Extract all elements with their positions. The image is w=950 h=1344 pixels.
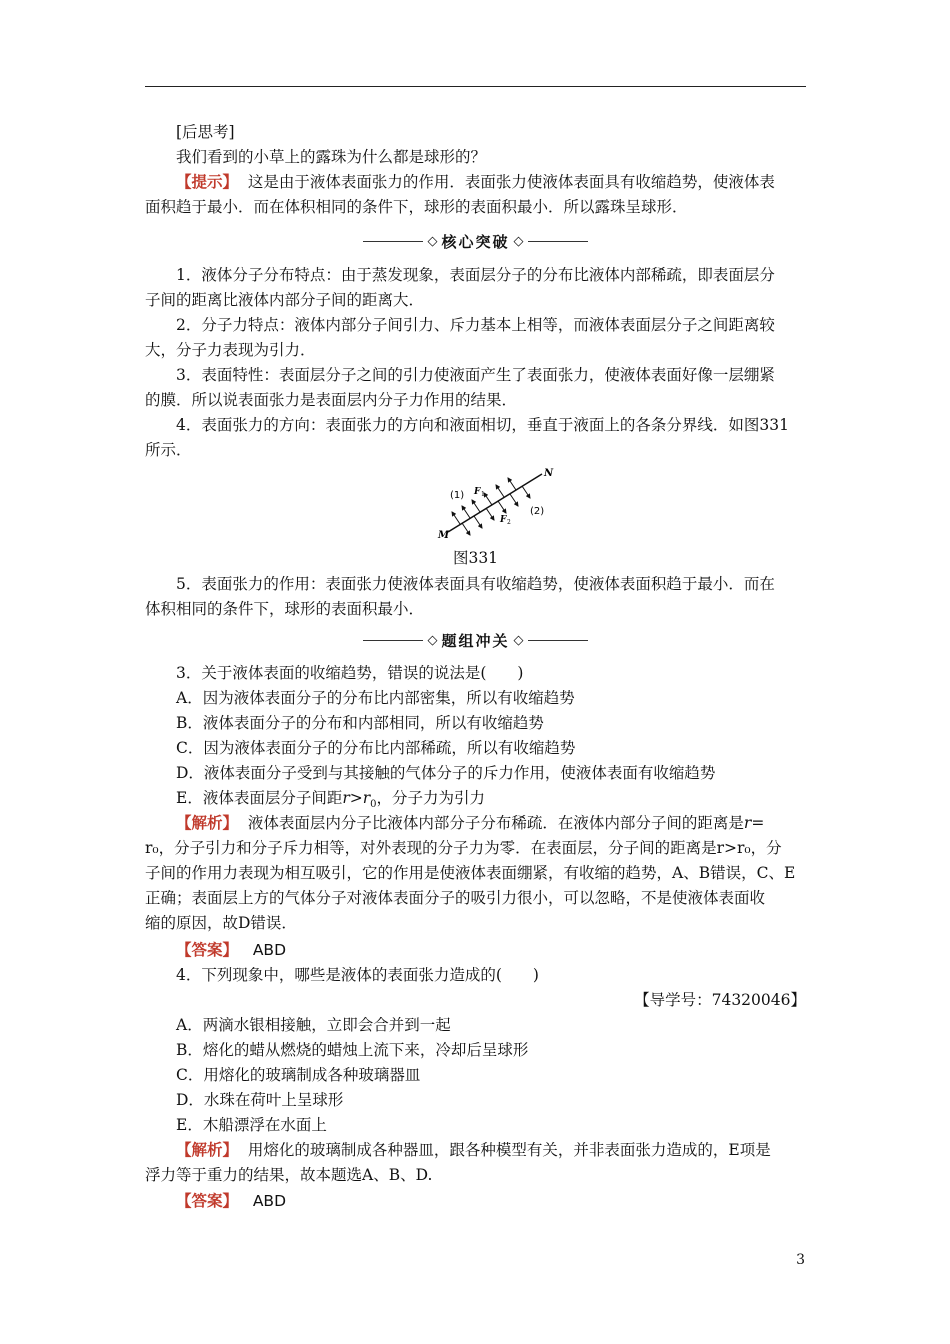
surface-tension-figure [430, 462, 560, 542]
q3-option-e-subscript: 0 [370, 799, 377, 811]
figure-caption: 图331 [452, 549, 499, 567]
houxikao-question: 我们看到的小草上的露珠为什么都是球形的？ [176, 148, 487, 166]
q3-option-c: C．因为液体表面分子的分布比内部稀疏，所以有收缩趋势 [176, 739, 576, 757]
diamond-icon: ◇ [513, 632, 524, 648]
q3-option-d: D．液体表面分子受到与其接触的气体分子的斥力作用，使液体表面有收缩趋势 [176, 764, 716, 782]
section-title: 题组冲关 [441, 631, 510, 650]
q3-explanation-math: r= [743, 814, 765, 832]
section-header-core [145, 229, 806, 253]
q3-option-a: A．因为液体表面分子的分布比内部密集，所以有收缩趋势 [176, 689, 575, 707]
explanation-tag: 【 解析 】 [176, 1140, 238, 1159]
q3-explanation-line4: 正确；表面层上方的气体分子对液体表面分子的吸引力很小，可以忽略，不是使液体表面收 [145, 889, 766, 907]
hint-text-line1: 这是由于液体表面张力的作用．表面张力使液体表面具有收缩趋势，使液体表 [247, 173, 775, 191]
point-3-line2: 的膜．所以说表面张力是表面层内分子力作用的结果． [145, 391, 518, 409]
q4-explanation-line1 [145, 1138, 806, 1162]
section-title: 核心突破 [441, 232, 510, 251]
region-2-label: (2) [530, 506, 545, 517]
q4-option-d: D．水珠在荷叶上呈球形 [176, 1091, 344, 1109]
answer-tag: 【 答案 】 [176, 1191, 238, 1210]
diamond-icon: ◇ [427, 233, 438, 249]
q3-option-e-math: r>r [342, 789, 371, 807]
point-2-line2: 大，分子力表现为引力． [145, 341, 316, 359]
q3-option-e-prefix: E．液体表面层分子间距 [176, 789, 343, 807]
q4-option-a: A．两滴水银相接触，立即会合并到一起 [176, 1016, 451, 1034]
houxikao-label: [后思考] [176, 123, 235, 141]
point-n-label: N [544, 468, 554, 479]
point-3-line1: 3．表面特性：表面层分子之间的引力使液面产生了表面张力，使液体表面好像一层绷紧 [176, 366, 775, 384]
q3-explanation-text: 液体表面层内分子比液体内部分子分布稀疏．在液体内部分子间的距离是 [247, 814, 744, 832]
force-f2-label: F [500, 515, 507, 525]
hint-tag: 【 提示 】 [176, 172, 238, 191]
region-1-label: (1) [450, 490, 465, 501]
diamond-icon: ◇ [427, 632, 438, 648]
point-1-line2: 子间的距离比液体内部分子间的距离大． [145, 291, 425, 309]
point-m-label: M [438, 530, 450, 541]
force-f2-subscript: 2 [507, 519, 511, 526]
q3-option-e-suffix: ，分子力为引力 [376, 789, 486, 807]
point-4-line2: 所示． [145, 441, 192, 459]
q4-option-e: E．木船漂浮在水面上 [176, 1116, 327, 1134]
q4-option-b: B．熔化的蜡从燃烧的蜡烛上流下来，冷却后呈球形 [176, 1041, 529, 1059]
q3-explanation-line1 [145, 811, 806, 835]
explanation-tag: 【 解析 】 [176, 813, 238, 832]
point-5-line2: 体积相同的条件下，球形的表面积最小． [145, 600, 425, 618]
q4-answer-value: ABD [252, 1192, 287, 1210]
point-5-line1: 5．表面张力的作用：表面张力使液体表面具有收缩趋势，使液体表面积趋于最小．而在 [176, 575, 775, 593]
point-4-line1: 4．表面张力的方向：表面张力的方向和液面相切，垂直于液面上的各条分界线．如图331 [176, 416, 789, 434]
guide-number: 【导学号：74320046】 [634, 991, 806, 1009]
q4-explanation-text: 用熔化的玻璃制成各种器皿，跟各种模型有关，并非表面张力造成的，E项是 [247, 1141, 771, 1159]
q4-option-c: C．用熔化的玻璃制成各种玻璃器皿 [176, 1066, 421, 1084]
q4-explanation-line2: 浮力等于重力的结果，故本题选A、B、D. [145, 1166, 433, 1184]
q3-explanation-line5: 缩的原因，故D错误． [145, 914, 297, 932]
q4-stem: 4．下列现象中，哪些是液体的表面张力造成的( ) [176, 966, 539, 984]
q3-answer [145, 938, 806, 962]
header-line-left [363, 241, 423, 242]
header-line-right [528, 640, 588, 641]
header-line-left [363, 640, 423, 641]
answer-tag: 【 答案 】 [176, 940, 238, 959]
force-f1-label: F [474, 487, 481, 497]
point-1-line1: 1．液体分子分布特点：由于蒸发现象，表面层分子的分布比液体内部稀疏，即表面层分 [176, 266, 775, 284]
diamond-icon: ◇ [513, 233, 524, 249]
page-number: 3 [796, 1252, 805, 1268]
force-f1-subscript: 1 [481, 491, 485, 498]
hint-paragraph [145, 170, 806, 194]
header-rule [145, 86, 806, 87]
section-header-practice [145, 628, 806, 652]
q3-answer-value: ABD [252, 941, 287, 959]
q3-stem: 3．关于液体表面的收缩趋势，错误的说法是( ) [176, 664, 524, 682]
header-line-right [528, 241, 588, 242]
q3-option-b: B．液体表面分子的分布和内部相同，所以有收缩趋势 [176, 714, 544, 732]
q4-answer [145, 1189, 806, 1213]
q3-explanation-line3: 子间的作用力表现为相互吸引，它的作用是使液体表面绷紧，有收缩的趋势，A、B错误，C、E [145, 864, 796, 882]
hint-text-line2: 面积趋于最小．而在体积相同的条件下，球形的表面积最小．所以露珠呈球形． [145, 198, 688, 216]
point-2-line1: 2．分子力特点：液体内部分子间引力、斥力基本上相等，而液体表面层分子之间距离较 [176, 316, 775, 334]
q3-explanation-line2: r₀，分子引力和分子斥力相等，对外表现的分子力为零．在表面层，分子间的距离是r>r₀，分 [145, 839, 782, 857]
